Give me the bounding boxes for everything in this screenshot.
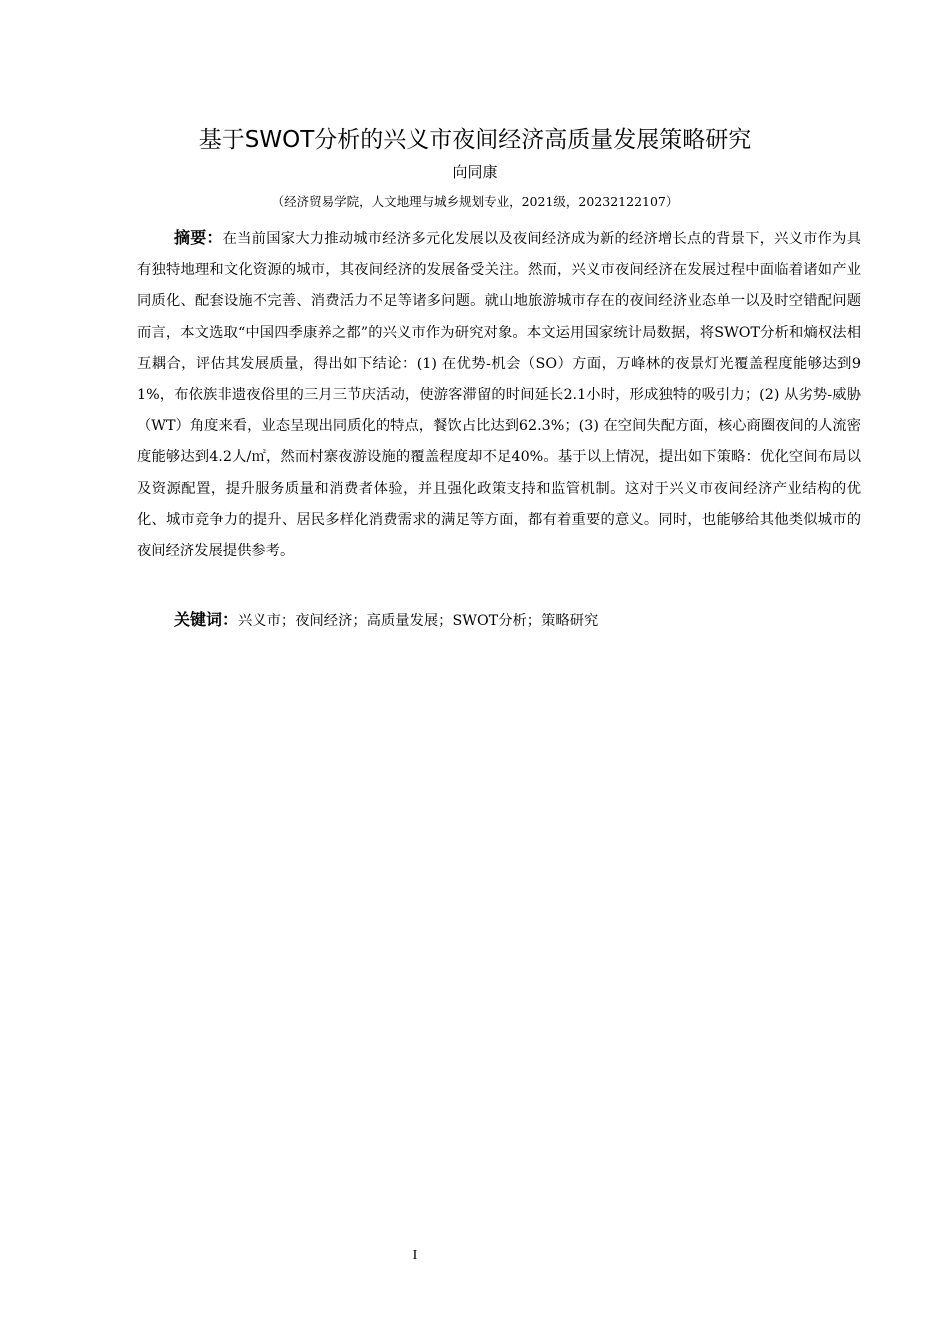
keywords-label: 关键词： [174,610,239,629]
author-name: 向同康 [452,163,498,181]
abstract-label: 摘要： [174,228,223,247]
paper-title: 基于SWOT分析的兴义市夜间经济高质量发展策略研究 [198,127,752,153]
keywords-text: 兴义市；夜间经济；高质量发展；SWOT分析；策略研究 [238,613,599,629]
page-number: I [412,1248,418,1263]
abstract-text: 在当前国家大力推动城市经济多元化发展以及夜间经济成为新的经济增长点的背景下，兴义市作为具有独特地理和文化资源的城市，其夜间经济的发展备受关注。然而，兴义市夜间经济在发展过程中面临着诸如产业同质化、配套设施不完善、消费活力不足等诸多问题。就山地旅游城市存在的夜间经济业态单一以及时空错配问题而言，本文选取“中国四季康养之都”的兴义市作为研究对象。本文运用国家统计局数据，将SWOT分析和熵权法相互耦合，评估其发展质量，得出如下结论：(1) 在优势-机会（SO）方面，万峰林的夜景灯光覆盖程度能够达到91%，布依族非遗夜俗里的三月三节庆活动，使游客滞留的时间延长2.1小时，形成独特的吸引力；(2) 从劣势-威胁（WT）角度来看，业态呈现出同质化的特点，餐饮占比达到62.3%；(3) 在空间失配方面，核心商圈夜间的人流密度能够达到4.2人/㎡，然而村寨夜游设施的覆盖程度却不足40%。基于以上情况，提出如下策略：优化空间布局以及资源配置，提升服务质量和消费者体验，并且强化政策支持和监管机制。这对于兴义市夜间经济产业结构的优化、城市竞争力的提升、居民多样化消费需求的满足等方面，都有着重要的意义。同时，也能够给其他类似城市的夜间经济发展提供参考。 [137,231,861,560]
keywords-paragraph [137,604,861,637]
author-affiliation: （经济贸易学院，人文地理与城乡规划专业，2021级，20232122107） [271,194,679,209]
abstract-paragraph [137,222,861,567]
